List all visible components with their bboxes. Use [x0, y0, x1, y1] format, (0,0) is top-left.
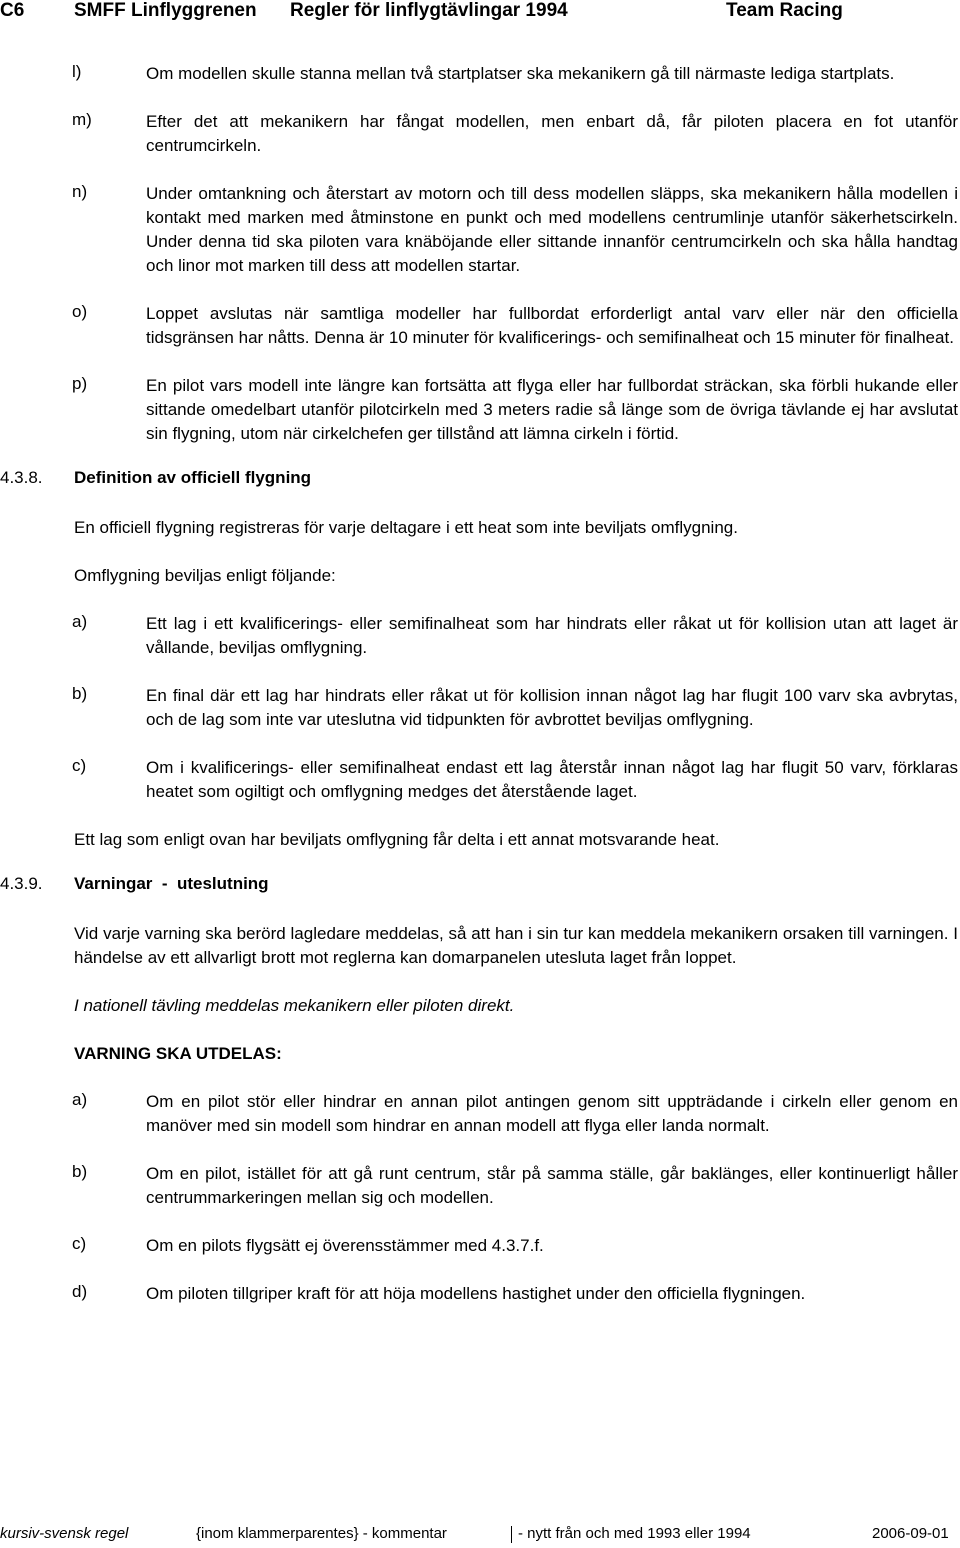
italic-paragraph: I nationell tävling meddelas mekanikern eller piloten direkt. [74, 996, 515, 1015]
item-text: Loppet avslutas när samtliga modeller har fullbordat erforderligt antal varv eller när den officiella tidsgränsen har nåtts. Denna är 10 minuter för kvalificerings- och semifinalheat och 15 minuter för finalheat. [146, 304, 958, 347]
section-number: 4.3.9. [0, 874, 43, 893]
paragraph: Omflygning beviljas enligt följande: [74, 566, 336, 585]
item-label: d) [72, 1282, 88, 1301]
item-text: En pilot vars modell inte längre kan fortsätta att flyga eller har fullbordat sträckan, ska förbli hukande eller sittande omedelbart utanför pilotcirkeln med 3 meters radie så länge som de övriga tävlande ej har avslutat sin flygning, utom när cirkelchefen ger tillstånd att lämna cirkeln i förtid. [146, 376, 958, 443]
list-item [0, 302, 960, 350]
footer-date: 2006-09-01 [872, 1525, 949, 1542]
list-item [0, 612, 960, 660]
list-item [0, 1162, 960, 1210]
item-label: a) [72, 1090, 88, 1109]
item-label: m) [72, 110, 92, 129]
change-bar-marker [511, 1526, 512, 1543]
list-item [0, 684, 960, 732]
item-text: Om modellen skulle stanna mellan två startplatser ska mekanikern gå till närmaste lediga startplats. [146, 64, 895, 83]
list-item [0, 62, 960, 86]
section-number: 4.3.8. [0, 468, 43, 487]
item-text: Om en pilot, istället för att gå runt centrum, står på samma ställe, går baklänges, eller kontinuerligt håller centrummarkeringen mellan sig och modellen. [146, 1164, 958, 1207]
item-text: Efter det att mekanikern har fångat modellen, men enbart då, får piloten placera en fot utanför centrumcirkeln. [146, 112, 958, 155]
section-heading [0, 468, 960, 492]
item-label: p) [72, 374, 88, 393]
item-text: Om i kvalificerings- eller semifinalheat endast ett lag återstår innan något lag har flugit 50 varv, förklaras heatet som ogiltigt och omflygning medges det återstående laget. [146, 758, 958, 801]
paragraph: En officiell flygning registreras för varje deltagare i ett heat som inte beviljats omflygning. [74, 518, 738, 537]
list-item [0, 756, 960, 804]
category-name: Team Racing [726, 0, 843, 21]
page-header [0, 0, 960, 30]
legend-italic-rule: kursiv-svensk regel [0, 1525, 129, 1542]
item-label: a) [72, 612, 88, 631]
page-content [0, 62, 960, 1330]
document-code: C6 [0, 0, 25, 21]
item-label: b) [72, 684, 88, 703]
item-label: n) [72, 182, 88, 201]
list-item [0, 1090, 960, 1138]
paragraph: Ett lag som enligt ovan har beviljats omflygning får delta i ett annat motsvarande heat. [74, 830, 720, 849]
item-text: Om en pilots flygsätt ej överensstämmer med 4.3.7.f. [146, 1236, 544, 1255]
item-label: c) [72, 756, 87, 775]
list-item [0, 1282, 960, 1306]
legend-comment: {inom klammerparentes} - kommentar [196, 1525, 447, 1542]
legend-new-rule: - nytt från och med 1993 eller 1994 [518, 1525, 751, 1542]
item-label: b) [72, 1162, 88, 1181]
item-text: Under omtankning och återstart av motorn och till dess modellen släpps, ska mekanikern hålla modellen i kontakt med marken med åtminstone en punkt och med modellens centrumlinje utanför säkerhetscirkeln. Under denna tid ska piloten vara knäböjande eller sittande innanför centrumcirkeln och ska hålla handtag och linor mot marken till dess att modellen startar. [146, 184, 958, 275]
page-footer [0, 1525, 960, 1545]
subheading: VARNING SKA UTDELAS: [74, 1044, 282, 1063]
list-item [0, 1234, 960, 1258]
item-label: o) [72, 302, 88, 321]
document-title: Regler för linflygtävlingar 1994 [290, 0, 568, 21]
item-label: c) [72, 1234, 87, 1253]
list-item [0, 110, 960, 158]
paragraph: Vid varje varning ska berörd lagledare meddelas, så att han i sin tur kan meddela mekanikern orsaken till varningen. I händelse av ett allvarligt brott mot reglerna kan domarpanelen utesluta laget från loppet. [74, 924, 958, 967]
list-item [0, 182, 960, 278]
item-text: Ett lag i ett kvalificerings- eller semifinalheat som har hindrats eller råkat ut för kollision utan att laget är vållande, beviljas omflygning. [146, 614, 958, 657]
item-text: En final där ett lag har hindrats eller råkat ut för kollision innan något lag har flugit 100 varv ska avbrytas, och de lag som inte var uteslutna vid tidpunkten för avbrottet beviljas omflygning. [146, 686, 958, 729]
list-item [0, 374, 960, 446]
item-text: Om en pilot stör eller hindrar en annan pilot antingen genom sitt uppträdande i cirkeln eller genom en manöver med sin modell som hindrar en annan modell att flyga eller landa normalt. [146, 1092, 958, 1135]
item-label: l) [72, 62, 82, 81]
section-heading [0, 874, 960, 898]
organization-name: SMFF Linflyggrenen [74, 0, 257, 21]
section-title: Definition av officiell flygning [74, 468, 312, 487]
item-text: Om piloten tillgriper kraft för att höja modellens hastighet under den officiella flygningen. [146, 1284, 806, 1303]
section-title: Varningar - uteslutning [74, 874, 269, 893]
